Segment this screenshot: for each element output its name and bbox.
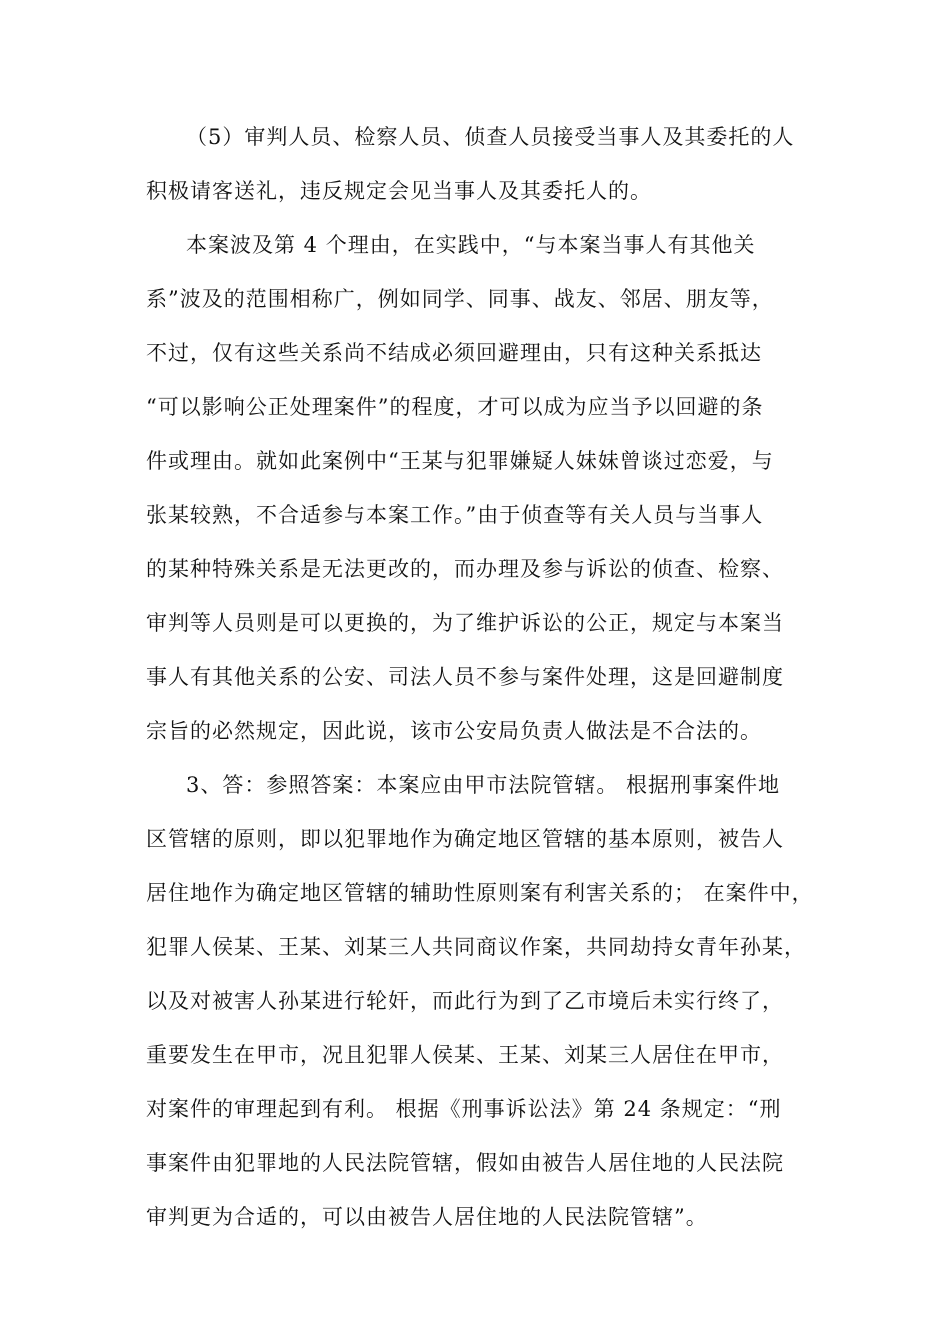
text-line: 宗旨的必然规定，因此说，该市公安局负责人做法是不合法的。 — [146, 719, 762, 743]
text-line: 事人有其他关系的公安、司法人员不参与案件处理，这是回避制度 — [146, 665, 784, 689]
text-line: 系”波及的范围相称广，例如同学、同事、战友、邻居、朋友等， — [146, 287, 774, 311]
text-line: 区管辖的原则，即以犯罪地作为确定地区管辖的基本原则，被告人 — [146, 827, 784, 851]
text-line: 3、答：参照答案：本案应由甲市法院管辖。 根据刑事案件地 — [186, 773, 781, 797]
text-line: 不过，仅有这些关系尚不结成必须回避理由，只有这种关系抵达 — [146, 341, 762, 365]
text-line: 件或理由。就如此案例中“王某与犯罪嫌疑人妹妹曾谈过恋爱，与 — [146, 449, 774, 473]
text-line: 对案件的审理起到有利。 根据《刑事诉讼法》第 24 条规定：“刑 — [146, 1097, 782, 1121]
text-line: 本案波及第 4 个理由，在实践中，“与本案当事人有其他关 — [186, 233, 756, 257]
text-line: 事案件由犯罪地的人民法院管辖，假如由被告人居住地的人民法院 — [146, 1151, 784, 1175]
text-line: “可以影响公正处理案件”的程度，才可以成为应当予以回避的条 — [146, 395, 764, 419]
text-line: 积极请客送礼，违反规定会见当事人及其委托人的。 — [146, 179, 652, 203]
text-line: 审判更为合适的，可以由被告人居住地的人民法院管辖”。 — [146, 1205, 708, 1229]
text-line: 重要发生在甲市，况且犯罪人侯某、王某、刘某三人居住在甲市， — [146, 1043, 784, 1067]
text-line: 犯罪人侯某、王某、刘某三人共同商议作案，共同劫持女青年孙某， — [146, 935, 806, 959]
text-line: 的某种特殊关系是无法更改的，而办理及参与诉讼的侦查、检察、 — [146, 557, 784, 581]
text-line: 居住地作为确定地区管辖的辅助性原则案有利害关系的； 在案件中， — [146, 881, 814, 905]
text-line: （5）审判人员、检察人员、侦查人员接受当事人及其委托的人 — [186, 125, 795, 149]
text-line: 以及对被害人孙某进行轮奸，而此行为到了乙市境后未实行终了， — [146, 989, 784, 1013]
text-line: 张某较熟，不合适参与本案工作。”由于侦查等有关人员与当事人 — [146, 503, 764, 527]
text-line: 审判等人员则是可以更换的，为了维护诉讼的公正，规定与本案当 — [146, 611, 784, 635]
